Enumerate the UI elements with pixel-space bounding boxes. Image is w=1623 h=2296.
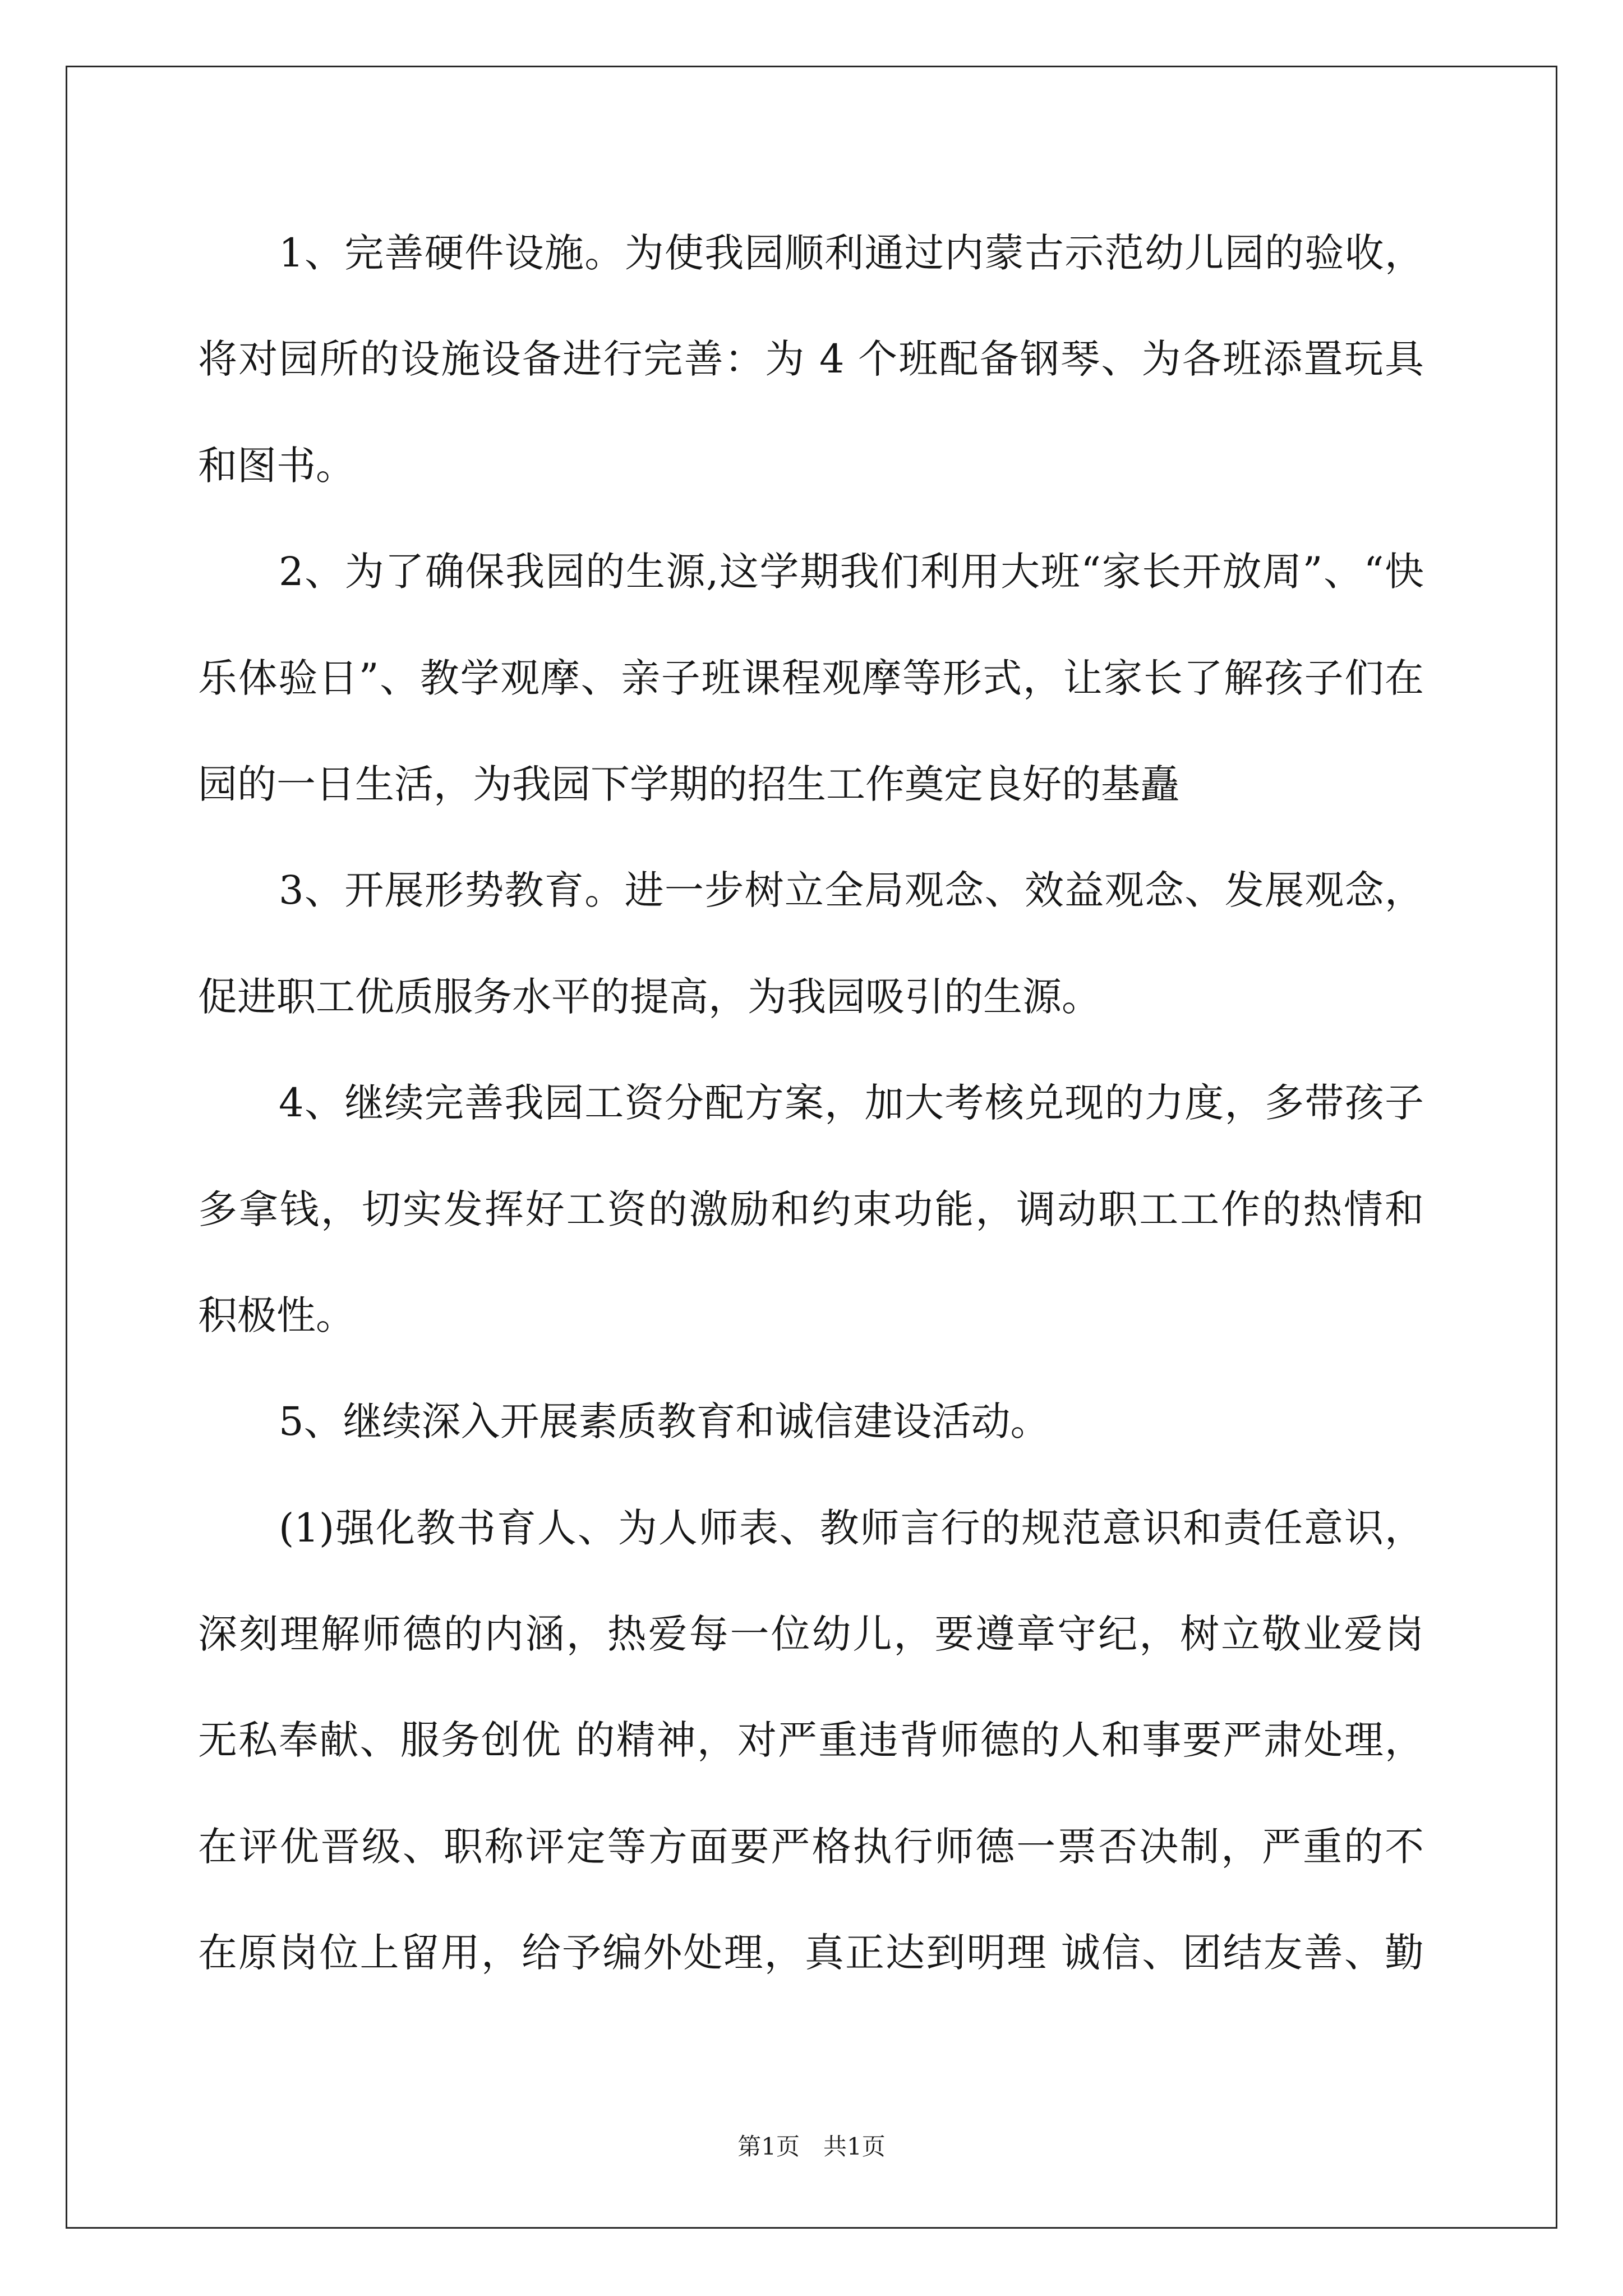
page-footer: 第1页 共1页 <box>737 2133 886 2160</box>
text-line: 3、开展形势教育。进一步树立全局观念、效益观念、发展观念， <box>279 867 1424 914</box>
paragraph-3 <box>198 838 1424 1050</box>
text-line: 2、为了确保我园的生源,这学期我们利用大班“家长开放周”、“快 <box>279 549 1424 595</box>
text-line: 和图书。 <box>198 442 355 489</box>
text-line: 乐体验日”、教学观摩、亲子班课程观摩等形式，让家长了解孩子们在 <box>198 655 1424 701</box>
paragraph-5 <box>198 1369 1424 1475</box>
paragraph-4 <box>198 1050 1424 1369</box>
text-line: 4、继续完善我园工资分配方案，加大考核兑现的力度，多带孩子 <box>279 1080 1424 1126</box>
text-line: 园的一日生活，为我园下学期的招生工作奠定良好的基矗 <box>198 761 1179 807</box>
paragraph-1 <box>198 200 1424 519</box>
text-line: 5、继续深入开展素质教育和诚信建设活动。 <box>279 1398 1050 1445</box>
paragraph-6 <box>198 1475 1424 2007</box>
text-line: 在评优晋级、职称评定等方面要严格执行师德一票否决制，严重的不 <box>198 1823 1424 1870</box>
text-line: 多拿钱，切实发挥好工资的激励和约束功能，调动职工工作的热情和 <box>198 1186 1424 1232</box>
text-line: 积极性。 <box>198 1292 355 1338</box>
document-body <box>198 200 1424 2007</box>
text-line: 将对园所的设施设备进行完善：为 4 个班配备钢琴、为各班添置玩具 <box>198 336 1424 383</box>
text-line: 在原岗位上留用，给予编外处理，真正达到明理 诚信、团结友善、勤 <box>198 1930 1424 1976</box>
text-line: 1、完善硬件设施。为使我园顺利通过内蒙古示范幼儿园的验收， <box>279 230 1424 276</box>
text-line: 深刻理解师德的内涵，热爱每一位幼儿，要遵章守纪，树立敬业爱岗 <box>198 1611 1424 1658</box>
text-line: (1)强化教书育人、为人师表、教师言行的规范意识和责任意识， <box>279 1504 1424 1551</box>
text-line: 促进职工优质服务水平的提高，为我园吸引的生源。 <box>198 973 1101 1020</box>
text-line: 无私奉献、服务创优 的精神，对严重违背师德的人和事要严肃处理， <box>198 1717 1424 1764</box>
paragraph-2 <box>198 519 1424 838</box>
